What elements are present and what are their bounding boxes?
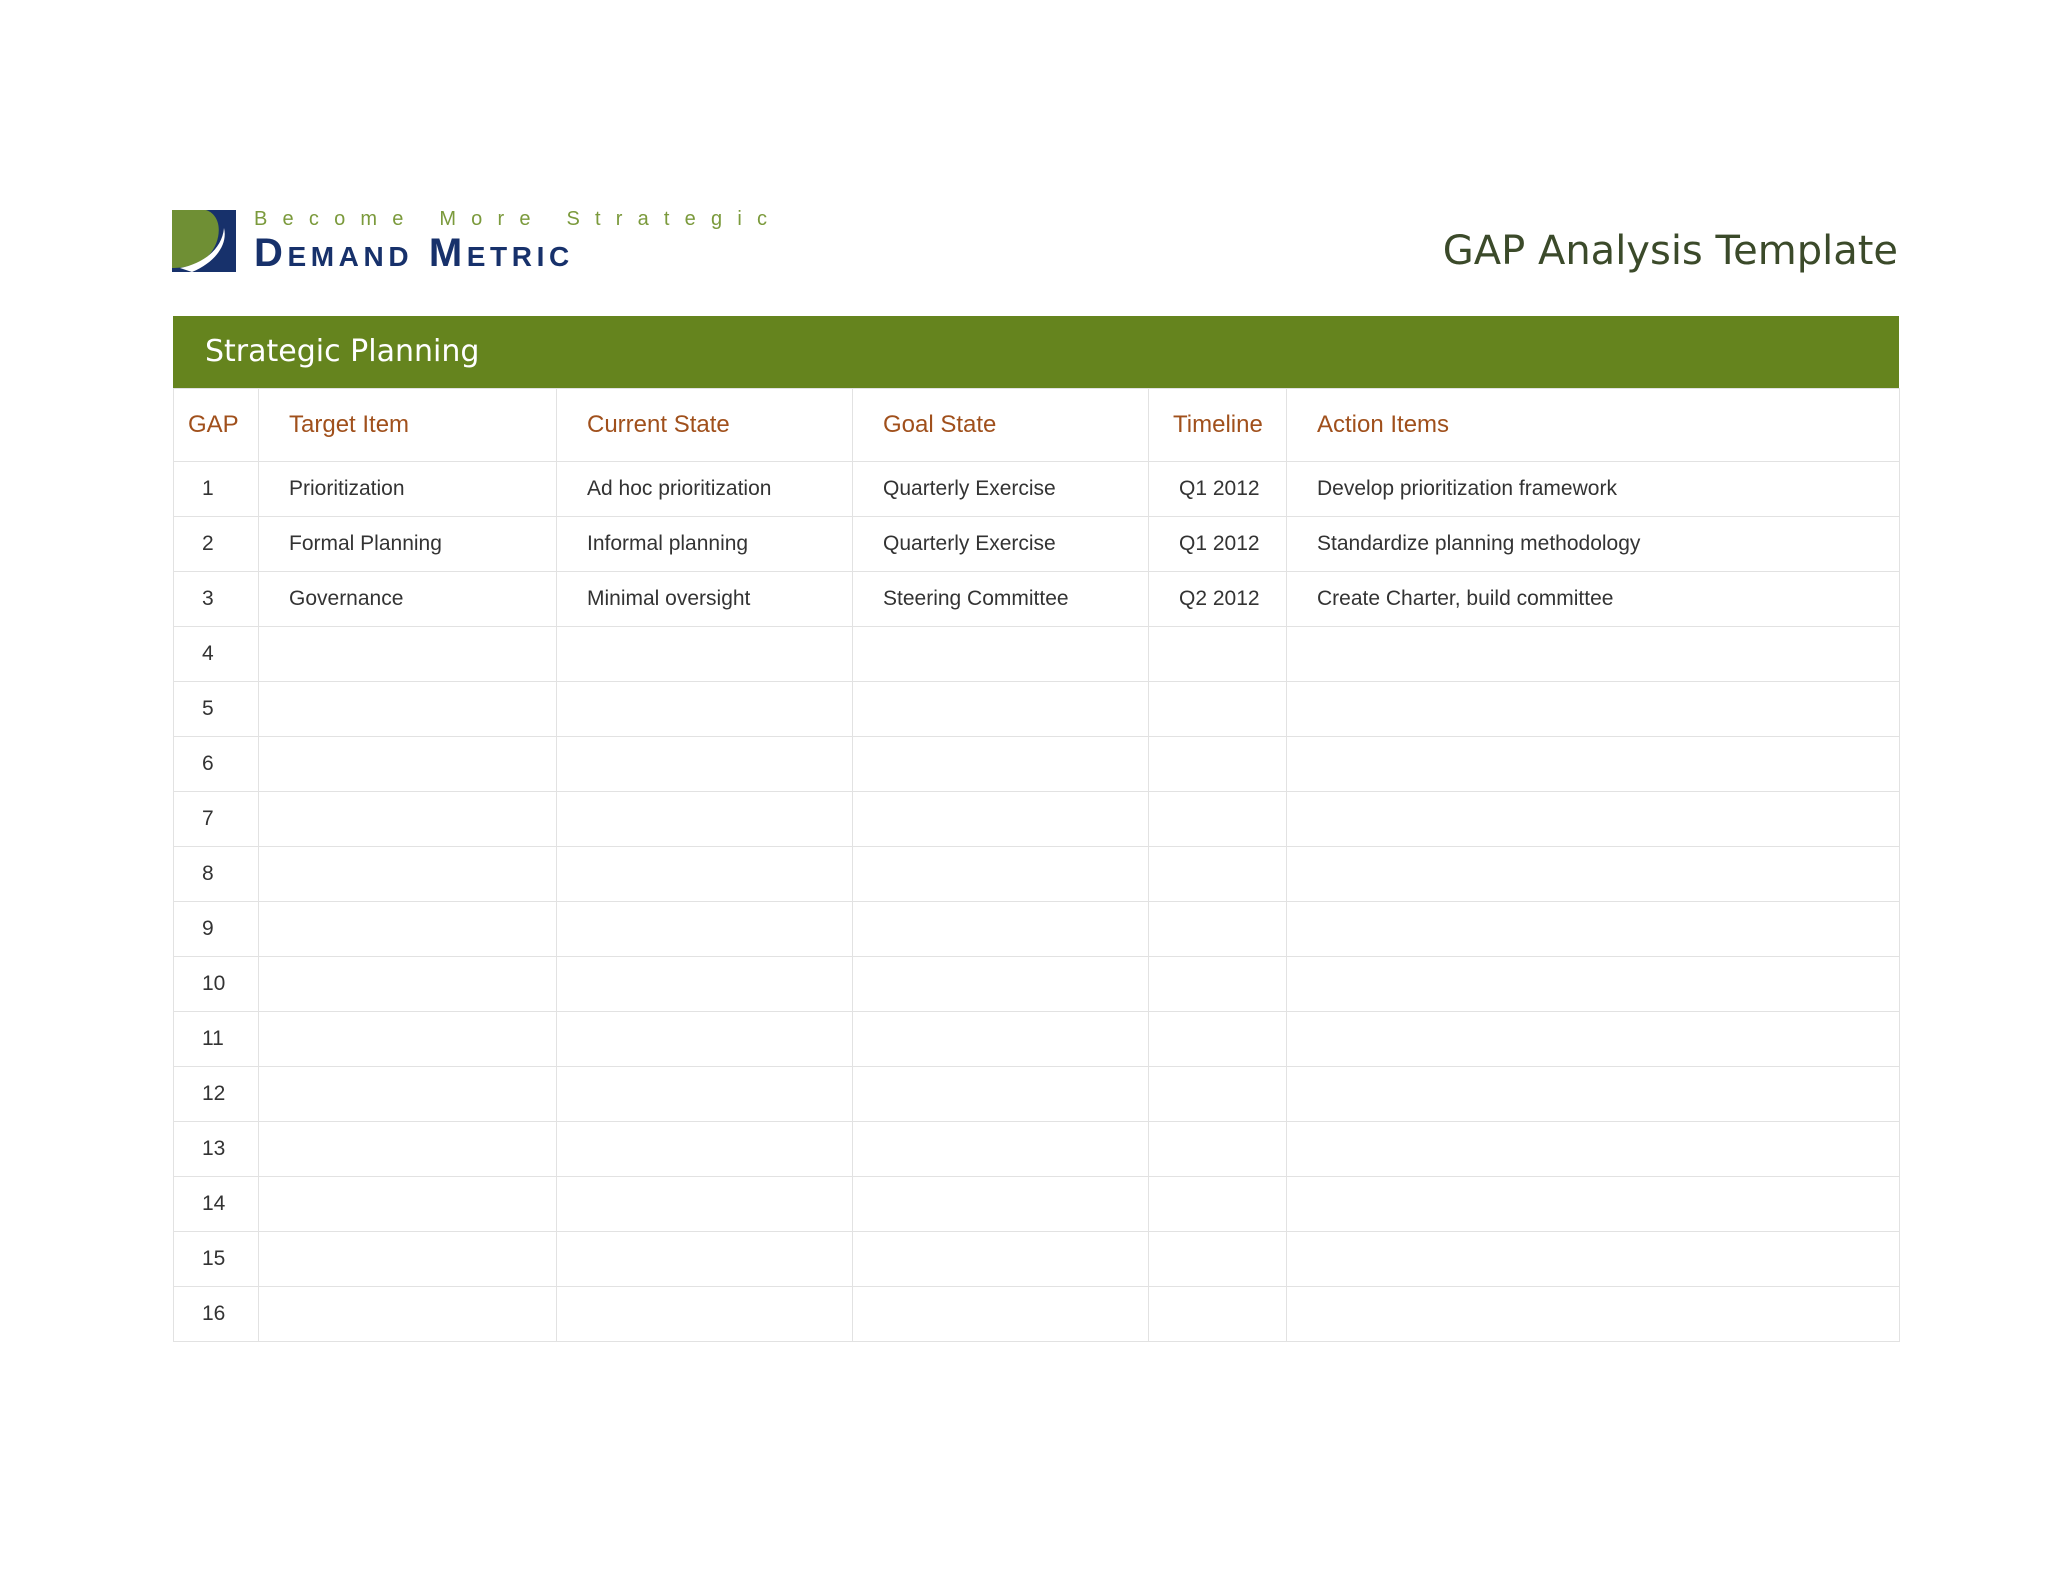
cell-timeline[interactable] bbox=[1149, 1232, 1287, 1287]
cell-current-state[interactable] bbox=[557, 1012, 853, 1067]
cell-gap[interactable]: 14 bbox=[174, 1177, 259, 1232]
column-header-current-state: Current State bbox=[557, 389, 853, 462]
cell-target-item[interactable] bbox=[259, 847, 557, 902]
cell-goal-state[interactable] bbox=[853, 1232, 1149, 1287]
table-header-row bbox=[174, 389, 1900, 462]
table-row bbox=[174, 627, 1900, 682]
table-row bbox=[174, 792, 1900, 847]
table-row bbox=[174, 1067, 1900, 1122]
cell-current-state[interactable] bbox=[557, 627, 853, 682]
cell-target-item[interactable] bbox=[259, 957, 557, 1012]
cell-gap[interactable]: 13 bbox=[174, 1122, 259, 1177]
cell-target-item[interactable] bbox=[259, 1177, 557, 1232]
table-row bbox=[174, 1177, 1900, 1232]
demand-metric-logo-icon bbox=[172, 210, 236, 272]
cell-goal-state[interactable]: Quarterly Exercise bbox=[853, 517, 1149, 572]
cell-timeline[interactable] bbox=[1149, 1122, 1287, 1177]
cell-target-item[interactable] bbox=[259, 682, 557, 737]
cell-gap[interactable]: 16 bbox=[174, 1287, 259, 1342]
cell-target-item[interactable]: Prioritization bbox=[259, 462, 557, 517]
cell-gap[interactable]: 11 bbox=[174, 1012, 259, 1067]
column-header-gap: GAP bbox=[174, 389, 259, 462]
column-header-action-items: Action Items bbox=[1287, 389, 1900, 462]
cell-timeline[interactable]: Q2 2012 bbox=[1149, 572, 1287, 627]
cell-gap[interactable]: 15 bbox=[174, 1232, 259, 1287]
table-row bbox=[174, 1232, 1900, 1287]
logo-brand-name: Demand Metric bbox=[254, 231, 574, 275]
cell-goal-state[interactable] bbox=[853, 682, 1149, 737]
cell-current-state[interactable] bbox=[557, 902, 853, 957]
cell-timeline[interactable]: Q1 2012 bbox=[1149, 517, 1287, 572]
cell-goal-state[interactable] bbox=[853, 847, 1149, 902]
column-header-goal-state: Goal State bbox=[853, 389, 1149, 462]
cell-current-state[interactable] bbox=[557, 1287, 853, 1342]
cell-current-state[interactable] bbox=[557, 1177, 853, 1232]
cell-action-items[interactable] bbox=[1287, 1067, 1900, 1122]
cell-goal-state[interactable] bbox=[853, 902, 1149, 957]
cell-action-items[interactable]: Develop prioritization framework bbox=[1287, 462, 1900, 517]
cell-gap[interactable]: 2 bbox=[174, 517, 259, 572]
cell-timeline[interactable] bbox=[1149, 1067, 1287, 1122]
cell-gap[interactable]: 12 bbox=[174, 1067, 259, 1122]
cell-gap[interactable]: 8 bbox=[174, 847, 259, 902]
cell-action-items[interactable] bbox=[1287, 957, 1900, 1012]
cell-current-state[interactable] bbox=[557, 1067, 853, 1122]
cell-action-items[interactable] bbox=[1287, 792, 1900, 847]
cell-timeline[interactable] bbox=[1149, 957, 1287, 1012]
cell-current-state[interactable] bbox=[557, 957, 853, 1012]
cell-gap[interactable]: 10 bbox=[174, 957, 259, 1012]
cell-goal-state[interactable] bbox=[853, 1287, 1149, 1342]
cell-target-item[interactable] bbox=[259, 1122, 557, 1177]
cell-action-items[interactable] bbox=[1287, 902, 1900, 957]
cell-goal-state[interactable]: Steering Committee bbox=[853, 572, 1149, 627]
cell-current-state[interactable]: Ad hoc prioritization bbox=[557, 462, 853, 517]
cell-current-state[interactable]: Minimal oversight bbox=[557, 572, 853, 627]
cell-timeline[interactable] bbox=[1149, 1177, 1287, 1232]
column-header-timeline: Timeline bbox=[1149, 389, 1287, 462]
cell-gap[interactable]: 1 bbox=[174, 462, 259, 517]
table-row bbox=[174, 462, 1900, 517]
cell-target-item[interactable] bbox=[259, 1287, 557, 1342]
cell-timeline[interactable] bbox=[1149, 737, 1287, 792]
cell-action-items[interactable]: Create Charter, build committee bbox=[1287, 572, 1900, 627]
cell-action-items[interactable] bbox=[1287, 1122, 1900, 1177]
cell-gap[interactable]: 5 bbox=[174, 682, 259, 737]
cell-current-state[interactable] bbox=[557, 847, 853, 902]
cell-goal-state[interactable] bbox=[853, 1012, 1149, 1067]
cell-goal-state[interactable] bbox=[853, 737, 1149, 792]
cell-action-items[interactable] bbox=[1287, 1012, 1900, 1067]
logo-tagline: Become More Strategic bbox=[254, 208, 783, 230]
cell-current-state[interactable]: Informal planning bbox=[557, 517, 853, 572]
cell-target-item[interactable] bbox=[259, 737, 557, 792]
cell-goal-state[interactable] bbox=[853, 1067, 1149, 1122]
cell-goal-state[interactable] bbox=[853, 1177, 1149, 1232]
gap-analysis-sheet bbox=[173, 316, 1899, 1342]
cell-timeline[interactable] bbox=[1149, 627, 1287, 682]
cell-current-state[interactable] bbox=[557, 1122, 853, 1177]
cell-timeline[interactable] bbox=[1149, 1287, 1287, 1342]
cell-action-items[interactable]: Standardize planning methodology bbox=[1287, 517, 1900, 572]
cell-gap[interactable]: 6 bbox=[174, 737, 259, 792]
table-row bbox=[174, 902, 1900, 957]
cell-target-item[interactable] bbox=[259, 792, 557, 847]
document-title: GAP Analysis Template bbox=[1442, 228, 1898, 274]
cell-current-state[interactable] bbox=[557, 792, 853, 847]
column-header-target-item: Target Item bbox=[259, 389, 557, 462]
cell-timeline[interactable] bbox=[1149, 847, 1287, 902]
cell-goal-state[interactable] bbox=[853, 792, 1149, 847]
cell-target-item[interactable] bbox=[259, 1067, 557, 1122]
table-row bbox=[174, 957, 1900, 1012]
cell-action-items[interactable] bbox=[1287, 1177, 1900, 1232]
cell-timeline[interactable] bbox=[1149, 682, 1287, 737]
cell-target-item[interactable] bbox=[259, 1012, 557, 1067]
cell-timeline[interactable] bbox=[1149, 792, 1287, 847]
cell-target-item[interactable] bbox=[259, 627, 557, 682]
cell-goal-state[interactable]: Quarterly Exercise bbox=[853, 462, 1149, 517]
cell-target-item[interactable]: Formal Planning bbox=[259, 517, 557, 572]
cell-goal-state[interactable] bbox=[853, 1122, 1149, 1177]
table-row bbox=[174, 847, 1900, 902]
table-body bbox=[174, 462, 1900, 1342]
cell-gap[interactable]: 3 bbox=[174, 572, 259, 627]
cell-current-state[interactable] bbox=[557, 682, 853, 737]
cell-timeline[interactable]: Q1 2012 bbox=[1149, 462, 1287, 517]
cell-action-items[interactable] bbox=[1287, 737, 1900, 792]
table-row bbox=[174, 572, 1900, 627]
table-row bbox=[174, 1012, 1900, 1067]
section-title: Strategic Planning bbox=[173, 316, 1899, 388]
cell-target-item[interactable]: Governance bbox=[259, 572, 557, 627]
cell-current-state[interactable] bbox=[557, 1232, 853, 1287]
cell-target-item[interactable] bbox=[259, 902, 557, 957]
cell-action-items[interactable] bbox=[1287, 847, 1900, 902]
cell-action-items[interactable] bbox=[1287, 682, 1900, 737]
cell-target-item[interactable] bbox=[259, 1232, 557, 1287]
cell-goal-state[interactable] bbox=[853, 627, 1149, 682]
cell-gap[interactable]: 7 bbox=[174, 792, 259, 847]
cell-gap[interactable]: 4 bbox=[174, 627, 259, 682]
gap-analysis-table bbox=[173, 388, 1900, 1342]
cell-action-items[interactable] bbox=[1287, 627, 1900, 682]
cell-action-items[interactable] bbox=[1287, 1287, 1900, 1342]
cell-gap[interactable]: 9 bbox=[174, 902, 259, 957]
cell-action-items[interactable] bbox=[1287, 1232, 1900, 1287]
table-row bbox=[174, 682, 1900, 737]
cell-timeline[interactable] bbox=[1149, 902, 1287, 957]
table-row bbox=[174, 737, 1900, 792]
cell-goal-state[interactable] bbox=[853, 957, 1149, 1012]
company-logo bbox=[172, 208, 783, 275]
cell-timeline[interactable] bbox=[1149, 1012, 1287, 1067]
table-row bbox=[174, 1122, 1900, 1177]
table-row bbox=[174, 517, 1900, 572]
cell-current-state[interactable] bbox=[557, 737, 853, 792]
table-row bbox=[174, 1287, 1900, 1342]
